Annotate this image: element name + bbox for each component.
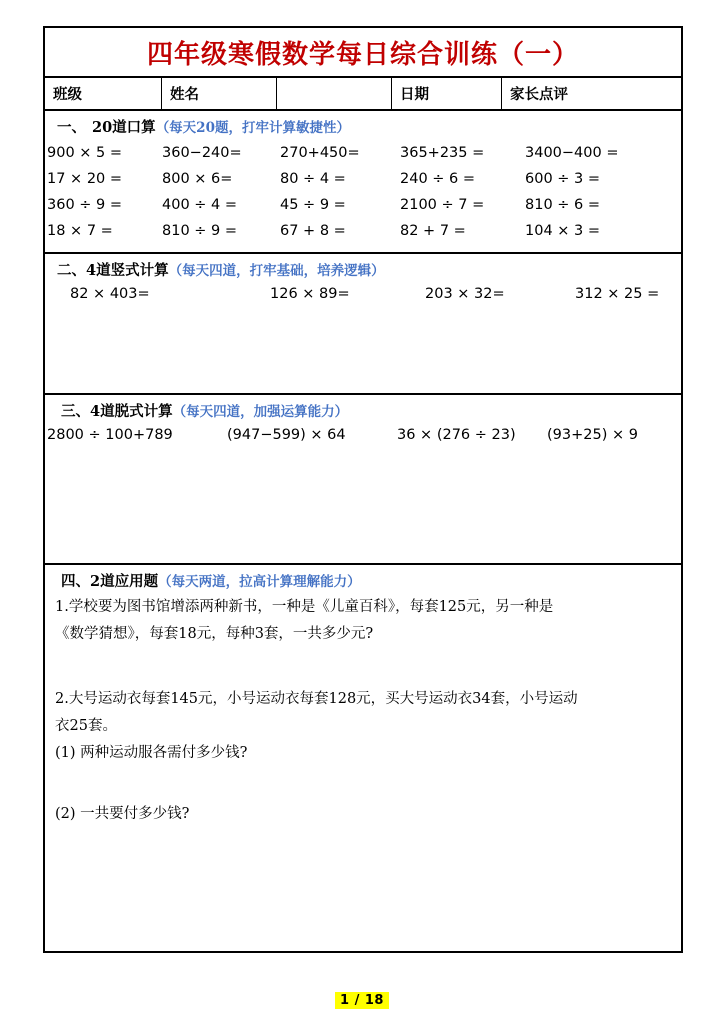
section-vertical-calculation [45, 254, 681, 395]
section-3-number: 三、 [61, 403, 90, 420]
page-number: 1 / 18 [335, 992, 389, 1009]
info-cell-date[interactable]: 日期 [392, 78, 502, 109]
oral-problem[interactable]: 810 ÷ 6 = [525, 197, 601, 213]
word-problem-2-subquestion-2: (2) 一共要付多少钱? [55, 806, 190, 822]
oral-problem[interactable]: 80 ÷ 4 = [280, 171, 346, 187]
oral-problem[interactable]: 2100 ÷ 7 = [400, 197, 485, 213]
worksheet-frame [43, 26, 683, 953]
page-title: 四年级寒假数学每日综合训练（一） [146, 39, 579, 70]
expression-problem[interactable]: (947−599) × 64 [227, 427, 346, 443]
word-problem-1-answer-space[interactable] [55, 648, 671, 686]
oral-problem[interactable]: 18 × 7 = [47, 223, 113, 239]
section-expression-calculation [45, 395, 681, 565]
section-2-number: 二、 [57, 262, 86, 279]
section-1-hint: （每天20题，打牢计算敏捷性） [155, 120, 350, 136]
page-footer [0, 991, 724, 1009]
vertical-work-area[interactable] [45, 305, 681, 395]
word-problem-2b-answer-space[interactable] [55, 828, 671, 888]
oral-problem[interactable]: 17 × 20 = [47, 171, 123, 187]
word-problem-1-line: 1.学校要为图书馆增添两种新书，一种是《儿童百科》，每套125元，另一种是 [55, 599, 554, 615]
section-3-hint: （每天四道，加强运算能力） [172, 404, 349, 420]
word-problem-2-line: 2.大号运动衣每套145元，小号运动衣每套128元，买大号运动衣34套，小号运动 [55, 691, 578, 707]
vertical-problem[interactable]: 126 × 89= [270, 286, 350, 302]
word-problem-1-line: 《数学猜想》，每套18元，每种3套，一共多少元? [55, 626, 374, 642]
section-word-problems [45, 565, 681, 888]
expression-problem[interactable]: (93+25) × 9 [547, 427, 638, 443]
info-cell-name[interactable]: 姓名 [162, 78, 277, 109]
expression-work-area[interactable] [45, 446, 681, 561]
oral-problem[interactable]: 45 ÷ 9 = [280, 197, 346, 213]
word-problem-2[interactable] [55, 686, 671, 767]
section-4-hint: （每天两道，拉高计算理解能力） [158, 574, 361, 590]
oral-problem[interactable]: 104 × 3 = [525, 223, 601, 239]
oral-problem-grid [45, 140, 681, 248]
oral-problem[interactable]: 810 ÷ 9 = [162, 223, 238, 239]
title-band [45, 28, 681, 78]
vertical-problem-row [45, 283, 681, 305]
section-4-heading [45, 565, 681, 594]
section-oral-calculation [45, 111, 681, 254]
oral-problem[interactable]: 360−240= [162, 145, 242, 161]
info-cell-parent-comment[interactable]: 家长点评 [510, 86, 568, 103]
oral-problem[interactable]: 82 + 7 = [400, 223, 466, 239]
vertical-problem[interactable]: 312 × 25 = [575, 286, 660, 302]
section-2-title: 4道竖式计算 [86, 262, 169, 279]
info-cell-blank[interactable] [277, 78, 392, 109]
word-problem-2-subquestion-1: (1) 两种运动服各需付多少钱? [55, 745, 248, 761]
section-1-title: 20道口算 [92, 119, 156, 136]
oral-problem[interactable]: 600 ÷ 3 = [525, 171, 601, 187]
vertical-problem[interactable]: 203 × 32= [425, 286, 505, 302]
oral-problem[interactable]: 365+235 = [400, 145, 485, 161]
oral-problem[interactable]: 240 ÷ 6 = [400, 171, 476, 187]
student-info-row [45, 78, 681, 111]
word-problem-area [45, 594, 681, 888]
section-3-heading [45, 395, 681, 424]
expression-problem[interactable]: 36 × (276 ÷ 23) [397, 427, 516, 443]
section-1-heading [45, 111, 681, 140]
section-4-title: 2道应用题 [90, 573, 159, 590]
oral-problem[interactable]: 3400−400 = [525, 145, 619, 161]
info-cell-class[interactable]: 班级 [45, 78, 162, 109]
word-problem-2-line: 衣25套。 [55, 718, 117, 734]
section-4-number: 四、 [61, 573, 90, 590]
expression-problem-row [45, 424, 681, 446]
oral-problem[interactable]: 270+450= [280, 145, 360, 161]
word-problem-2-sub2[interactable] [55, 801, 671, 828]
section-1-number: 一、 [57, 119, 86, 136]
oral-problem[interactable]: 360 ÷ 9 = [47, 197, 123, 213]
word-problem-1[interactable] [55, 594, 671, 648]
section-2-hint: （每天四道，打牢基础，培养逻辑） [168, 263, 385, 279]
section-3-title: 4道脱式计算 [90, 403, 173, 420]
oral-problem[interactable]: 400 ÷ 4 = [162, 197, 238, 213]
vertical-problem[interactable]: 82 × 403= [70, 286, 150, 302]
expression-problem[interactable]: 2800 ÷ 100+789 [47, 427, 173, 443]
word-problem-2a-answer-space[interactable] [55, 767, 671, 801]
section-2-heading [45, 254, 681, 283]
oral-problem[interactable]: 67 + 8 = [280, 223, 346, 239]
oral-problem[interactable]: 800 × 6= [162, 171, 233, 187]
oral-problem[interactable]: 900 × 5 = [47, 145, 123, 161]
